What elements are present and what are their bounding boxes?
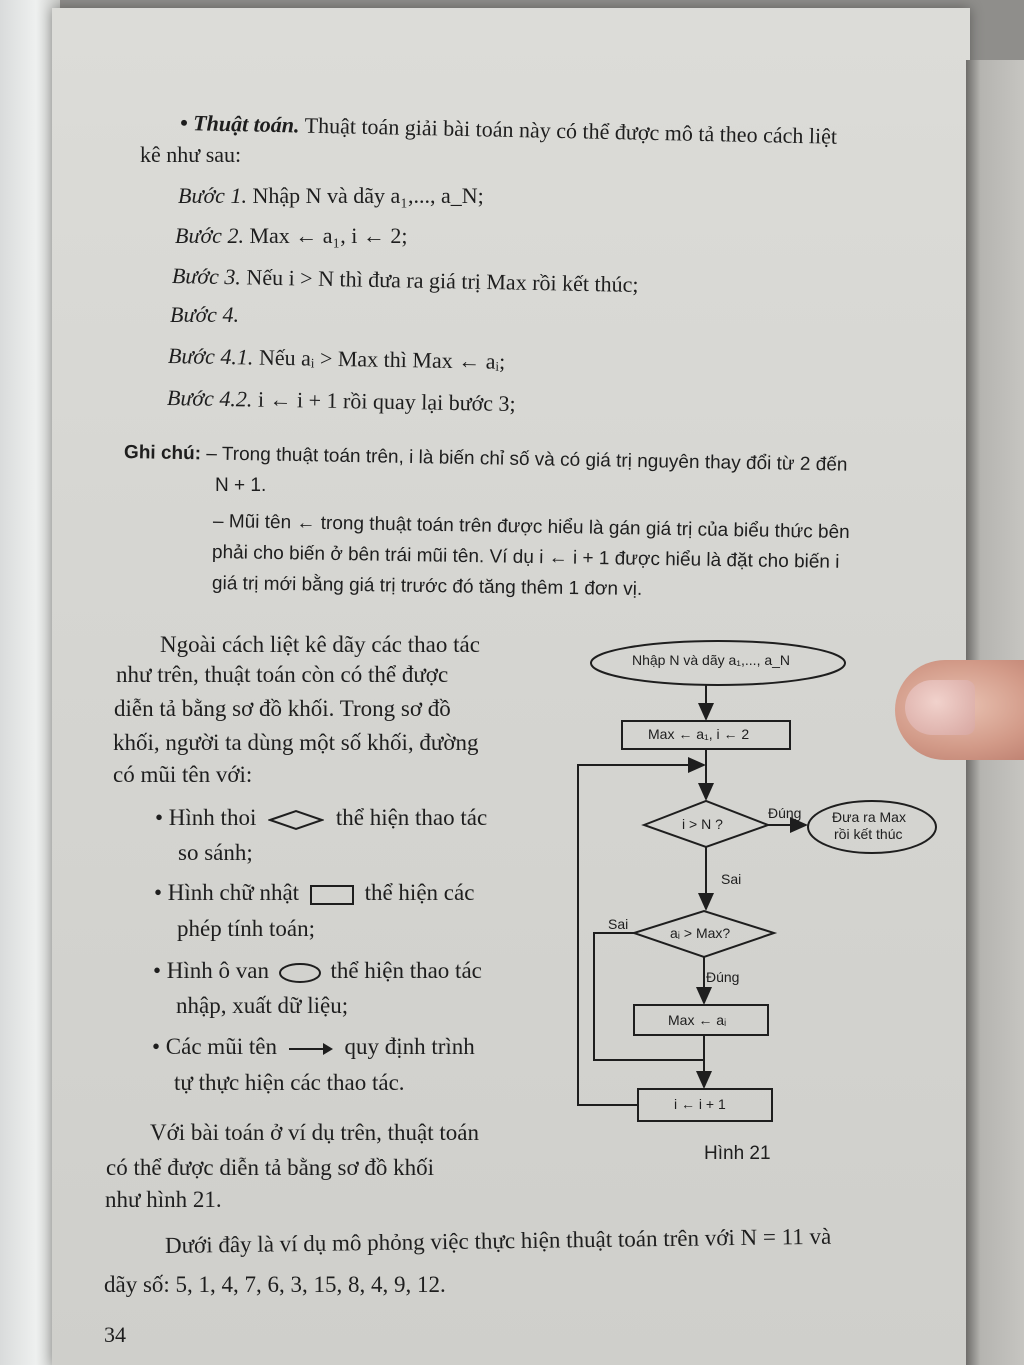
step-label: Bước 4. (170, 302, 239, 327)
bullet-oval-cont: nhập, xuất dữ liệu; (176, 993, 349, 1018)
oval-shape-icon (277, 961, 323, 985)
bullet-oval (153, 958, 482, 985)
step-text: Nhập N và dãy a₁,..., a_N; (252, 183, 484, 208)
step-text: i ← i + 1 rồi quay lại bước 3; (257, 386, 516, 417)
flowchart-output-label-2: rồi kết thúc (834, 826, 903, 842)
step-label: Bước 3. (171, 263, 242, 290)
step-1 (178, 183, 484, 209)
para2-line3: như hình 21. (105, 1187, 222, 1212)
flowchart-shapes (570, 635, 950, 1175)
flowchart-input-label: Nhập N và dãy a₁,..., a_N (632, 652, 791, 668)
step-2 (175, 223, 407, 249)
flowchart-yes2-label: Đúng (706, 969, 740, 985)
step-text: Nếu aᵢ > Max thì Max ← aᵢ; (258, 344, 506, 374)
bullet-text: thể hiện các (364, 880, 475, 905)
step-label: Bước 2. (175, 223, 244, 248)
note-line-2: N + 1. (215, 475, 267, 496)
para3-line1: Dưới đây là ví dụ mô phỏng việc thực hiện thuật toán trên với N = 11 và (164, 1223, 832, 1258)
bullet-text: • Hình ô van (153, 958, 270, 983)
flowchart-no1-label: Sai (721, 871, 742, 887)
algorithm-intro-text-2: kê như sau: (140, 142, 242, 167)
bullet-text: • Hình chữ nhật (154, 880, 300, 905)
flowchart-init-label: Max ← a₁, i ← 2 (648, 726, 750, 742)
bullet-arrow (152, 1034, 475, 1060)
algorithm-label: • Thuật toán. (179, 110, 300, 138)
flowchart-cond1-label: i > N ? (682, 816, 723, 832)
para1-line5: có mũi tên với: (113, 762, 253, 787)
flowchart-assign-label: Max ← aᵢ (668, 1012, 727, 1028)
flowchart-cond2-label: aᵢ > Max? (670, 925, 731, 941)
bullet-arrow-cont: tự thực hiện các thao tác. (174, 1070, 405, 1095)
fingernail (905, 680, 975, 735)
flowchart-no2-label: Sai (608, 916, 629, 932)
figure-caption: Hình 21 (704, 1143, 771, 1164)
para2-line1: Với bài toán ở ví dụ trên, thuật toán (150, 1120, 480, 1145)
algorithm-intro-text: Thuật toán giải bài toán này có thể được mô tả theo cách liệt (304, 112, 838, 149)
bullet-text: quy định trình (344, 1034, 475, 1059)
step-label: Bước 1. (178, 183, 247, 208)
para1-line4: khối, người ta dùng một số khối, đường (113, 730, 479, 755)
note-text: – Trong thuật toán trên, i là biến chỉ số và có giá trị nguyên thay đổi từ 2 đến (206, 443, 848, 476)
flowchart-increment-label: i ← i + 1 (674, 1096, 726, 1112)
para1-line2: như trên, thuật toán còn có thể được (116, 662, 449, 687)
flowchart-yes1-label: Đúng (768, 805, 802, 821)
step-label: Bước 4.1. (167, 343, 254, 370)
left-page-edge (0, 0, 60, 1365)
diamond-shape-icon (268, 809, 324, 831)
bullet-diamond-cont: so sánh; (178, 840, 253, 865)
para3-line2: dãy số: 5, 1, 4, 7, 6, 3, 15, 8, 4, 9, 12. (104, 1272, 446, 1297)
para1-line1: Ngoài cách liệt kê dãy các thao tác (160, 632, 480, 657)
step-text: Max ← a₁, i ← 2; (249, 223, 408, 248)
arrow-right-icon (287, 1039, 335, 1059)
bullet-rectangle-cont: phép tính toán; (177, 916, 315, 941)
flowchart-output-label-1: Đưa ra Max (832, 809, 906, 825)
rectangle-shape-icon (309, 883, 355, 907)
step-4 (170, 302, 239, 328)
para1-line3: diễn tả bằng sơ đồ khối. Trong sơ đồ (114, 696, 451, 721)
note-line-4: phải cho biến ở bên trái mũi tên. Ví dụ i ← i + 1 được hiểu là đặt cho biến i (211, 542, 840, 573)
bullet-text: • Hình thoi (155, 805, 257, 830)
step-label: Bước 4.2. (166, 385, 253, 412)
bullet-diamond (155, 805, 487, 831)
bullet-rectangle (154, 880, 474, 907)
note-label: Ghi chú: (123, 442, 202, 465)
note-line-3: – Mũi tên ← trong thuật toán trên được hiểu là gán giá trị của biểu thức bên (212, 511, 850, 544)
bullet-text: thể hiện thao tác (335, 805, 488, 830)
bullet-text: thể hiện thao tác (330, 958, 482, 983)
page-number: 34 (104, 1322, 126, 1347)
bullet-text: • Các mũi tên (152, 1034, 277, 1059)
step-text: Nếu i > N thì đưa ra giá trị Max rồi kết thúc; (246, 264, 639, 297)
flowchart (570, 635, 950, 1175)
para2-line2: có thể được diễn tả bằng sơ đồ khối (106, 1155, 435, 1180)
note-line-5: giá trị mới bằng giá trị trước đó tăng thêm 1 đơn vị. (211, 573, 643, 601)
